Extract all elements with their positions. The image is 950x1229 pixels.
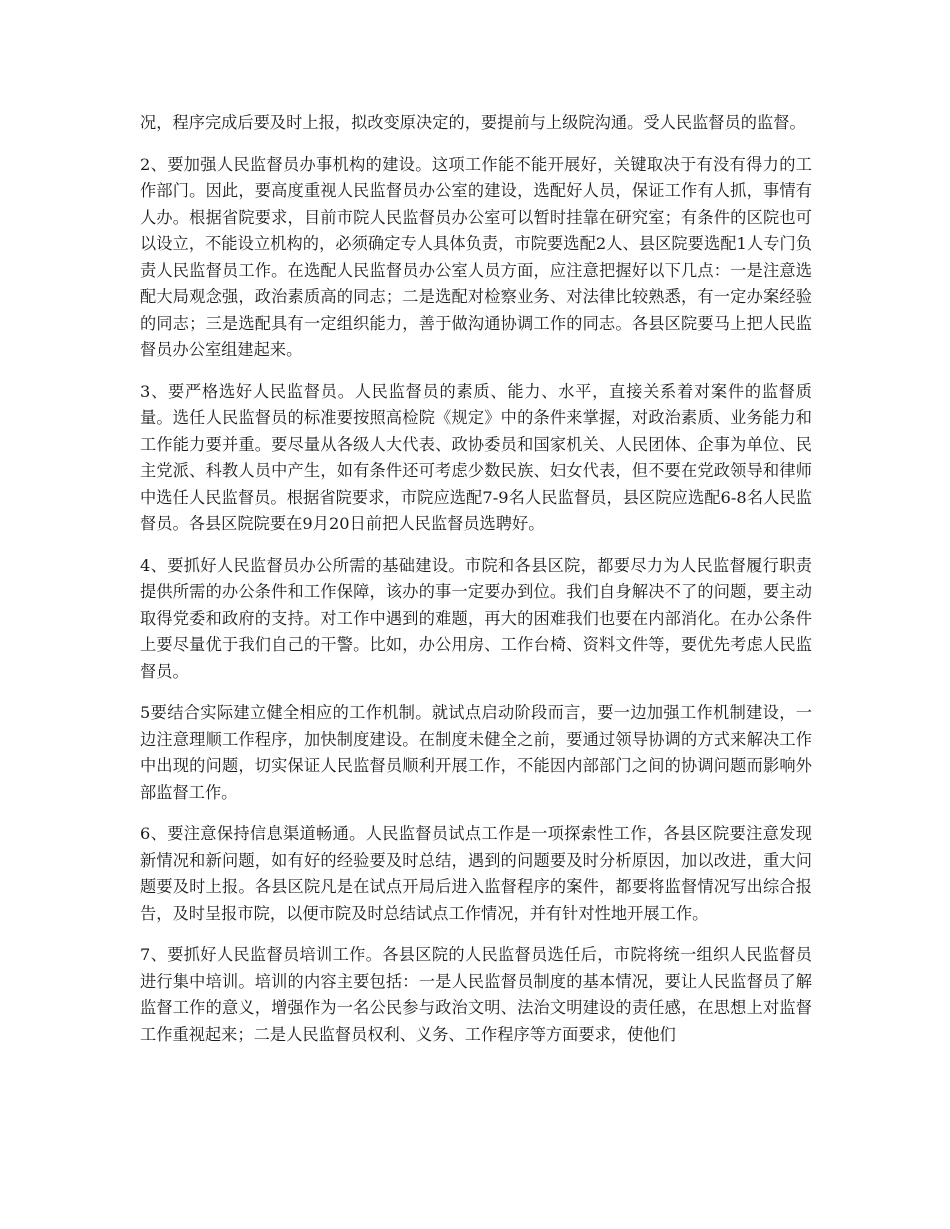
paragraph-7: 7、要抓好人民监督员培训工作。各县区院的人民监督员选任后，市院将统一组织人民监督员进行集中培训。培训的内容主要包括：一是人民监督员制度的基本情况，要让人民监督员了解监督工作的意义，增强作为一名公民参与政治文明、法治文明建设的责任感，在思想上对监督工作重视起来；二是人民监督员权利、义务、工作程序等方面要求，使他们	[140, 945, 812, 1044]
paragraph-3: 3、要严格选好人民监督员。人民监督员的素质、能力、水平，直接关系着对案件的监督质量。选任人民监督员的标准要按照高检院《规定》中的条件来掌握，对政治素质、业务能力和工作能力要并重。要尽量从各级人大代表、政协委员和国家机关、人民团体、企事为单位、民主党派、科教人员中产生，如有条件还可考虑少数民族、妇女代表，但不要在党政领导和律师中选任人民监督员。根据省院要求，市院应选配7-9名人民监督员，县区院应选配6-8名人民监督员。各县区院院要在9月20日前把人民监督员选聘好。	[140, 381, 812, 533]
paragraph-6: 6、要注意保持信息渠道畅通。人民监督员试点工作是一项探索性工作，各县区院要注意发现新情况和新问题，如有好的经验要及时总结，遇到的问题要及时分析原因，加以改进，重大问题要及时上报。各县区院凡是在试点开局后进入监督程序的案件，都要将监督情况写出综合报告，及时呈报市院，以便市院及时总结试点工作情况，并有针对性地开展工作。	[140, 824, 812, 923]
paragraph-4: 4、要抓好人民监督员办公所需的基础建设。市院和各县区院，都要尽力为人民监督履行职责提供所需的办公条件和工作保障，该办的事一定要办到位。我们自身解决不了的问题，要主动取得党委和政府的支持。对工作中遇到的难题，再大的困难我们也要在内部消化。在办公条件上要尽量优于我们自己的干警。比如，办公用房、工作台椅、资料文件等，要优先考虑人民监督员。	[140, 555, 812, 681]
paragraph-5: 5要结合实际建立健全相应的工作机制。就试点启动阶段而言，要一边加强工作机制建设，一边注意理顺工作程序，加快制度建设。在制度未健全之前，要通过领导协调的方式来解决工作中出现的问题，切实保证人民监督员顺利开展工作，不能因内部部门之间的协调问题而影响外部监督工作。	[140, 703, 812, 802]
document-body	[140, 110, 812, 1063]
paragraph-1: 况，程序完成后要及时上报，拟改变原决定的，要提前与上级院沟通。受人民监督员的监督。	[140, 113, 806, 132]
paragraph-2: 2、要加强人民监督员办事机构的建设。这项工作能不能开展好，关键取决于有没有得力的工作部门。因此，要高度重视人民监督员办公室的建设，选配好人员，保证工作有人抓，事情有人办。根据省院要求，目前市院人民监督员办公室可以暂时挂靠在研究室；有条件的区院也可以设立，不能设立机构的，必须确定专人具体负责，市院要选配2人、县区院要选配1人专门负责人民监督员工作。在选配人民监督员办公室人员方面，应注意把握好以下几点：一是注意选配大局观念强，政治素质高的同志；二是选配对检察业务、对法律比较熟悉，有一定办案经验的同志；三是选配具有一定组织能力，善于做沟通协调工作的同志。各县区院要马上把人民监督员办公室组建起来。	[140, 154, 812, 359]
